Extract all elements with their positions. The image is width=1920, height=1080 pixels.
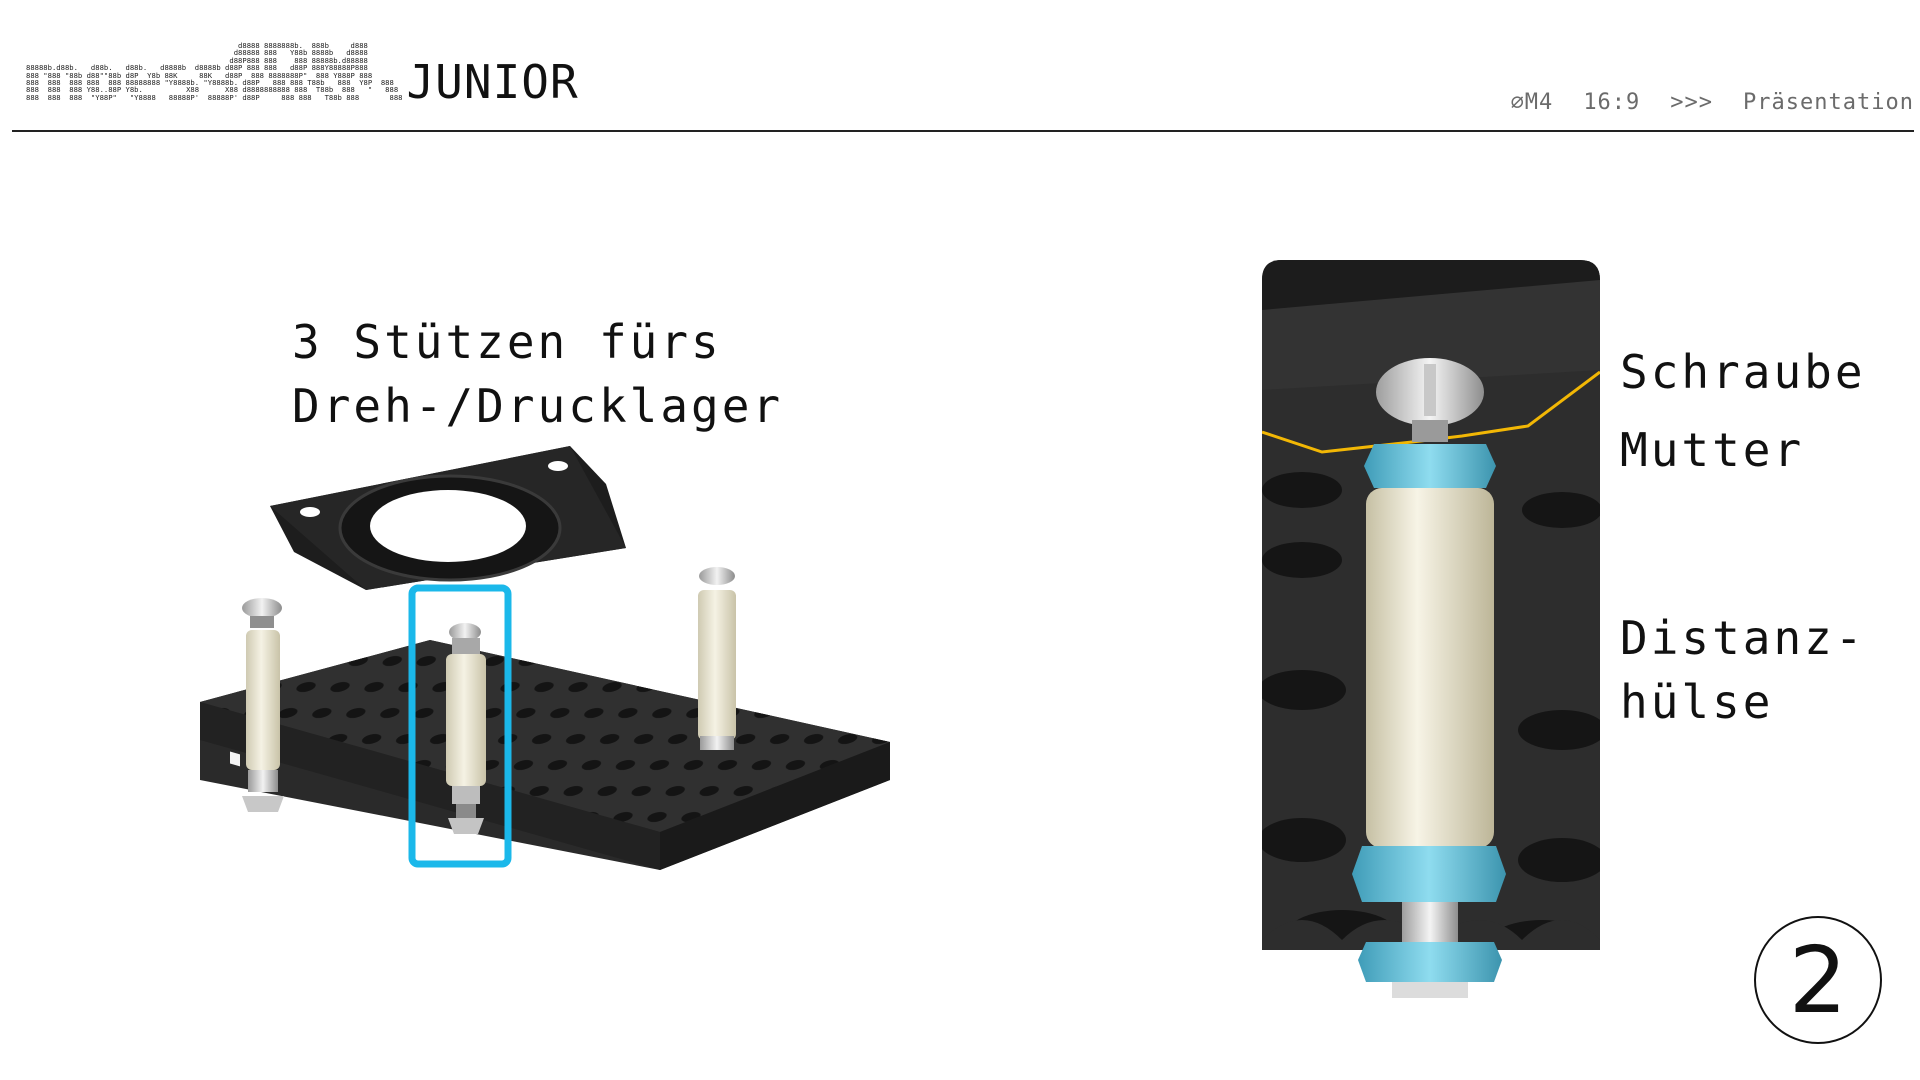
slide-title [292, 310, 783, 438]
label-spacer-line-1: Distanz- [1620, 611, 1866, 665]
label-nut: Mutter [1620, 423, 1805, 477]
logo [26, 41, 579, 110]
diameter-label: ⌀M4 [1510, 90, 1554, 115]
page-number-badge: 2 [1754, 916, 1882, 1044]
slide-title-line-2: Dreh-/Drucklager [292, 379, 784, 433]
detail-closeup [1262, 260, 1600, 1000]
slide-header [12, 36, 1914, 132]
header-meta [1511, 90, 1914, 115]
next-arrows: >>> [1670, 90, 1714, 115]
label-screw: Schraube [1620, 345, 1866, 399]
logo-ascii-art: d8888 8888888b. 888b d888 d88888 888 Y88b 8888b d8888 d88P888 888 888 88888b.d88888 88888b.d88b. d88b. d88b. d8888b d8888b d88P 888 888 d88P 888Y88888P888 888 "888 "88b d88""88b d8P Y8b 88K 88K d88P 888 8888888P" 888 Y888P 888 888 888 888 888 888 88888888 "Y8888b. "Y8888b. d88P 888 888 T88b 888 Y8P 888 888 888 888 Y88..88P Y8b. X88 X88 d8888888888 888 T88b 888 " 888 888 888 888 "Y88P" "Y8888 88888P' 88888P' d88P 888 888 T88b 888 888 [26, 41, 403, 102]
aspect-ratio-label: 16:9 [1583, 90, 1641, 115]
presentation-mode-label: Präsentation [1743, 90, 1914, 115]
assembly-illustration [190, 440, 890, 940]
support-right [698, 567, 736, 750]
closeup-nut-top [1364, 444, 1496, 488]
slide-title-line-1: 3 Stützen fürs [292, 315, 722, 369]
rotary-bearing-plate [270, 446, 626, 590]
label-spacer-line-2: hülse [1620, 675, 1774, 729]
support-front-highlighted [446, 623, 486, 834]
closeup-spacer-sleeve [1366, 488, 1494, 848]
logo-junior-text: JUNIOR [406, 55, 579, 110]
base-plate [200, 640, 890, 870]
support-left [242, 598, 284, 812]
